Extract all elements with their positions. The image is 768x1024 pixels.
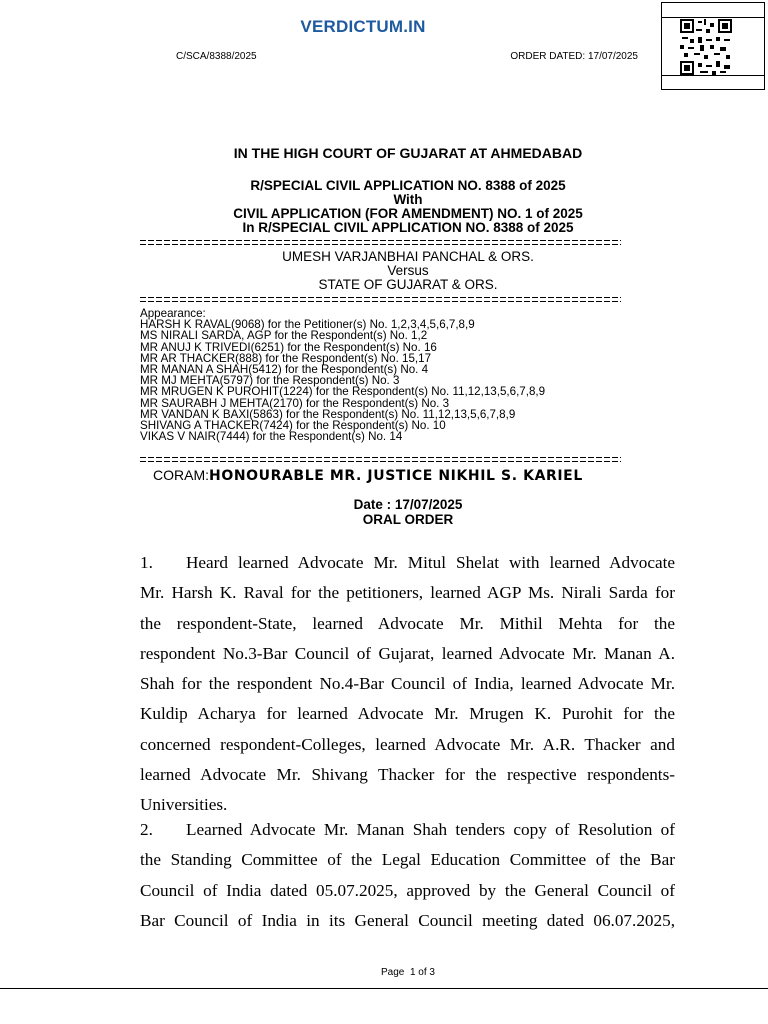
- order-type: ORAL ORDER: [362, 512, 454, 527]
- coram-label: CORAM:: [153, 467, 209, 483]
- paragraph-line: the respondent-State, learned Advocate Mr. Mithil Mehta for the: [140, 613, 675, 633]
- paragraph-number: 2.: [140, 820, 153, 839]
- appearance-line: MS NIRALI SARDA, AGP for the Respondent(s) No. 1,2: [140, 329, 428, 343]
- paragraph-line: Kuldip Acharya for learned Advocate Mr. Mrugen K. Purohit for the: [140, 704, 675, 724]
- application-number: R/SPECIAL CIVIL APPLICATION NO. 8388 of 2025: [250, 178, 566, 193]
- versus-label: Versus: [387, 263, 429, 278]
- judge-name: HONOURABLE MR. JUSTICE NIKHIL S. KARIEL: [209, 468, 583, 484]
- with-label: With: [393, 192, 423, 207]
- page-of: of: [418, 967, 427, 978]
- separator: [140, 297, 621, 302]
- appearance-line: MR MRUGEN K PUROHIT(1224) for the Respondent(s) No. 11,12,13,5,6,7,8,9: [140, 385, 546, 399]
- paragraph-number: 1.: [140, 553, 153, 572]
- appearance-line: MR MANAN A SHAH(5412) for the Respondent(s) No. 4: [140, 363, 429, 377]
- appearance-label: Appearance:: [140, 307, 206, 320]
- case-reference: C/SCA/8388/2025: [176, 51, 257, 62]
- page-number: [0, 967, 768, 978]
- paragraph-line: Heard learned Advocate Mr. Mitul Shelat with learned Advocate: [186, 553, 675, 572]
- paragraph-line: Universities.: [140, 795, 228, 815]
- paragraph-line: Council of India dated 05.07.2025, approved by the General Council of: [140, 880, 675, 900]
- appearance-line: MR ANUJ K TRIVEDI(6251) for the Respondent(s) No. 16: [140, 340, 437, 354]
- paragraph-line: Learned Advocate Mr. Manan Shah tenders copy of Resolution of: [186, 820, 675, 839]
- order-dated: ORDER DATED: 17/07/2025: [510, 51, 638, 62]
- in-application-line: In R/SPECIAL CIVIL APPLICATION NO. 8388 of 2025: [242, 220, 574, 235]
- paragraph-line: respondent No.3-Bar Council of Gujarat, learned Advocate Mr. Manan A.: [140, 643, 675, 663]
- separator: [140, 457, 621, 462]
- page-current: 1: [409, 967, 416, 978]
- appearance-line: MR SAURABH J MEHTA(2170) for the Respondent(s) No. 3: [140, 396, 450, 410]
- paragraph-line: Bar Council of India in its General Council meeting dated 06.07.2025,: [140, 910, 675, 930]
- court-title: IN THE HIGH COURT OF GUJARAT AT AHMEDABAD: [233, 145, 583, 161]
- page-label: Page: [381, 967, 405, 978]
- appearance-line: MR VANDAN K BAXI(5863) for the Respondent(s) No. 11,12,13,5,6,7,8,9: [140, 407, 516, 421]
- paragraph-2: [140, 820, 675, 941]
- brand-watermark: VERDICTUM.IN: [300, 17, 426, 36]
- order-date: Date : 17/07/2025: [353, 497, 463, 512]
- paragraph-line: Shah for the respondent No.4-Bar Council of India, learned Advocate Mr.: [140, 674, 675, 694]
- civil-application-line: CIVIL APPLICATION (FOR AMENDMENT) NO. 1 of 2025: [233, 206, 583, 221]
- petitioner-name: UMESH VARJANBHAI PANCHAL & ORS.: [282, 249, 534, 264]
- separator: [140, 240, 621, 245]
- paragraph-1: [140, 553, 675, 826]
- qr-code-box: [661, 2, 765, 90]
- page-total: 3: [429, 967, 435, 978]
- coram: [153, 467, 583, 484]
- qr-code-icon: [680, 19, 732, 75]
- appearance-line: VIKAS V NAIR(7444) for the Respondent(s) No. 14: [140, 430, 403, 444]
- paragraph-line: concerned respondent-Colleges, learned Advocate Mr. A.R. Thacker and: [140, 734, 675, 754]
- paragraph-line: learned Advocate Mr. Shivang Thacker for the respective respondents-: [140, 765, 675, 785]
- respondent-name: STATE OF GUJARAT & ORS.: [318, 277, 498, 292]
- appearance-line: MR AR THACKER(888) for the Respondent(s) No. 15,17: [140, 351, 432, 365]
- paragraph-line: Mr. Harsh K. Raval for the petitioners, learned AGP Ms. Nirali Sarda for: [140, 583, 675, 603]
- appearance-line: MR MJ MEHTA(5797) for the Respondent(s) No. 3: [140, 374, 400, 388]
- appearance-section: [140, 308, 545, 442]
- appearance-line: HARSH K RAVAL(9068) for the Petitioner(s) No. 1,2,3,4,5,6,7,8,9: [140, 318, 475, 332]
- appearance-line: SHIVANG A THACKER(7424) for the Respondent(s) No. 10: [140, 419, 446, 433]
- footer-rule: [0, 988, 768, 989]
- paragraph-line: the Standing Committee of the Legal Education Committee of the Bar: [140, 850, 675, 870]
